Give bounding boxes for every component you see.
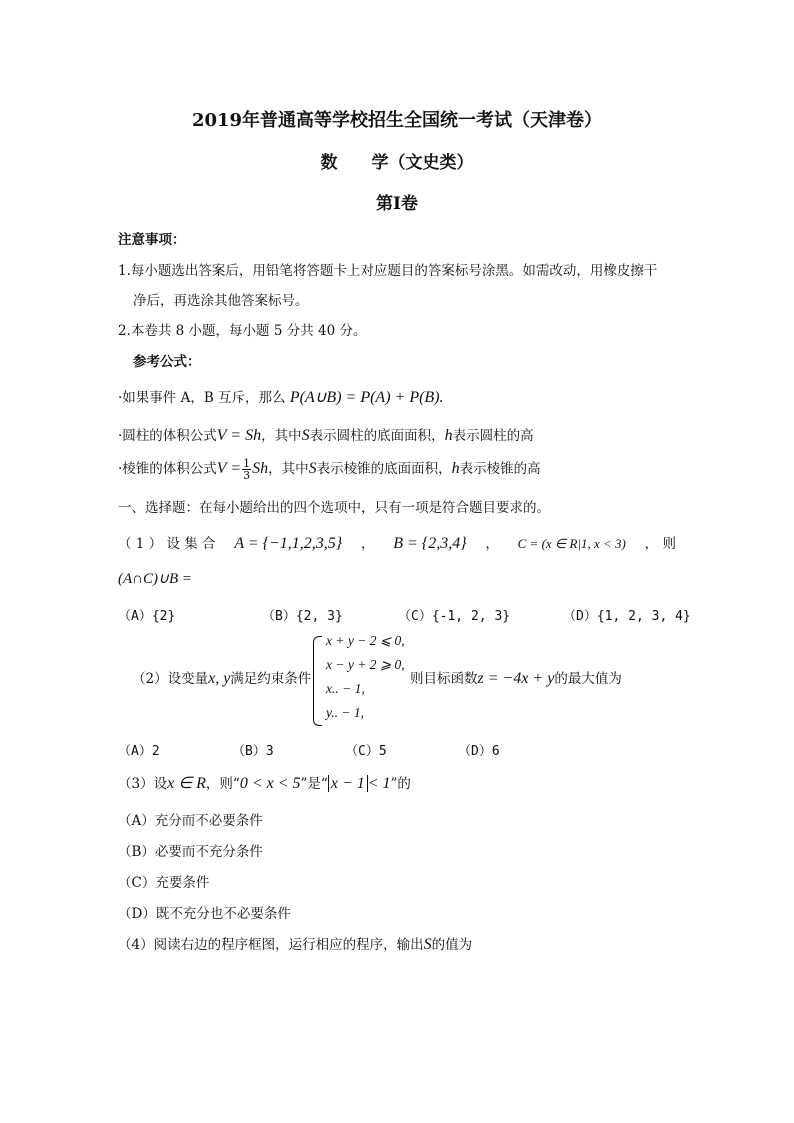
- q4-suffix: 的值为: [431, 937, 473, 953]
- q2-suffix-b: 的最大值为: [554, 671, 622, 687]
- q1-set-a: A = {−1,1,2,3,5}: [234, 535, 343, 552]
- q1-option-a: （A）{2}: [118, 609, 176, 624]
- formula-3-mid: ，其中: [268, 461, 309, 477]
- q1-label: （ 1 ） 设 集 合: [118, 536, 216, 552]
- formula-2: [118, 427, 534, 445]
- formula-3-end: 表示棱锥的高: [459, 461, 541, 477]
- formula-3-v: V =: [216, 460, 242, 477]
- q3-ineq-1: 0 < x < 5: [239, 775, 301, 792]
- formula-3-suffix: 表示棱锥的底面面积，: [316, 461, 452, 477]
- q1-set-c: C = (x ∈ R|1, x < 3): [517, 536, 626, 551]
- formula-2-expression: V = Sh: [216, 427, 262, 444]
- q2-constraint-2: x − y + 2 ⩾ 0,: [326, 657, 405, 672]
- q1-option-b: （B）{2, 3}: [262, 609, 343, 624]
- note-item-1-line-1: 1.每小题选出答案后，用铅笔将答题卡上对应题目的答案标号涂黑。如需改动，用橡皮擦干: [118, 263, 658, 279]
- section-heading: 一、选择题：在每小题给出的四个选项中，只有一项是符合题目要求的。: [118, 500, 550, 516]
- formulas-heading: 参考公式：: [133, 354, 201, 370]
- q3-option-b: （B）必要而不充分条件: [118, 844, 263, 860]
- q2-prefix: （2）设变量: [132, 671, 209, 687]
- question-1-stem: [118, 535, 676, 553]
- notes-heading: 注意事项：: [118, 232, 186, 248]
- q2-objective: z = −4x + y: [477, 670, 555, 687]
- q2-mid: 满足约束条件: [230, 671, 312, 687]
- q3-option-d: （D）既不充分也不必要条件: [118, 906, 291, 922]
- note-item-2: 2.本卷共 8 小题，每小题 5 分共 40 分。: [118, 323, 367, 339]
- formula-2-symbol-h: h: [444, 427, 453, 444]
- q3-option-a: （A）充分而不必要条件: [118, 813, 263, 829]
- q2-option-c: （C）5: [345, 744, 387, 759]
- q4-prefix: （4）阅读右边的程序框图，运行相应的程序，输出: [118, 937, 424, 953]
- q2-vars: x, y: [208, 670, 231, 687]
- q2-suffix-a: 则目标函数: [410, 671, 478, 687]
- formula-1-prefix: ·如果事件 A，B 互斥，那么: [118, 390, 286, 406]
- subject-title: 数 学（文史类）: [320, 153, 474, 173]
- q3-mid-1: ，则“: [205, 776, 240, 792]
- q2-option-a: （A）2: [118, 744, 160, 759]
- question-2-suffix: [410, 670, 622, 688]
- q3-end: ”的: [390, 776, 411, 792]
- q1-set-b: B = {2,3,4}: [393, 535, 467, 552]
- formula-3-prefix: ·棱锥的体积公式: [118, 461, 217, 477]
- formula-3-symbol-h: h: [451, 460, 460, 477]
- q1-tail: ， 则: [644, 536, 676, 552]
- formula-3-sh: Sh: [252, 460, 269, 477]
- formula-2-mid: ，其中: [261, 428, 302, 444]
- exam-title: 2019年普通高等学校招生全国统一考试（天津卷）: [191, 110, 603, 131]
- q3-abs: x − 1: [328, 775, 368, 792]
- q3-option-c: （C）充要条件: [118, 875, 210, 891]
- q1-option-d: （D）{1, 2, 3, 4}: [563, 609, 691, 624]
- question-3-stem: [118, 775, 411, 793]
- q2-constraint-3: x.. − 1,: [326, 681, 365, 696]
- q1-sep-2: ，: [485, 536, 499, 552]
- q3-cond: x ∈ R: [167, 775, 206, 792]
- q2-option-b: （B）3: [232, 744, 274, 759]
- q4-symbol-s: S: [423, 936, 432, 953]
- q3-mid-2: ”是“: [300, 776, 328, 792]
- formula-2-end: 表示圆柱的高: [452, 428, 534, 444]
- constraint-brace: [313, 636, 322, 726]
- q2-option-d: （D）6: [458, 744, 500, 759]
- formula-3-symbol-s: S: [308, 460, 317, 477]
- q1-option-c: （C）{-1, 2, 3}: [398, 609, 511, 624]
- question-2-prefix: [132, 670, 311, 688]
- fraction-one-third: $\frac{1}{3}$: [243, 457, 251, 482]
- q3-ineq-2: < 1: [367, 775, 391, 792]
- q1-expression: (A∩C)∪B =: [118, 571, 193, 587]
- note-item-1-line-2: 净后，再选涂其他答案标号。: [133, 293, 309, 309]
- question-4-stem: [118, 936, 472, 954]
- q2-constraint-1: x + y − 2 ⩽ 0,: [326, 633, 405, 648]
- formula-3: [118, 458, 541, 481]
- volume-title: 第Ⅰ卷: [376, 194, 418, 214]
- formula-1: [118, 389, 444, 407]
- q3-prefix: （3）设: [118, 776, 168, 792]
- formula-1-expression: P(A∪B) = P(A) + P(B).: [289, 389, 444, 406]
- q2-constraint-4: y.. − 1,: [326, 705, 364, 720]
- formula-2-suffix: 表示圆柱的底面面积，: [309, 428, 445, 444]
- formula-2-symbol-s: S: [301, 427, 310, 444]
- q1-sep-1: ，: [360, 536, 375, 552]
- formula-2-prefix: ·圆柱的体积公式: [118, 428, 217, 444]
